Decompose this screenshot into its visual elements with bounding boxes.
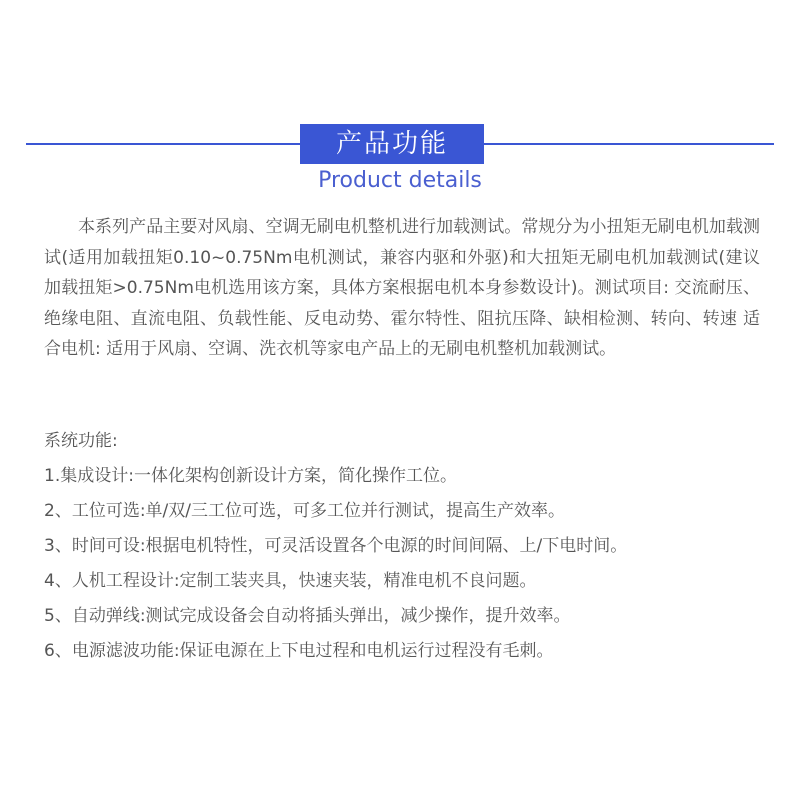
feature-item: 1.集成设计:一体化架构创新设计方案，简化操作工位。	[44, 466, 457, 486]
feature-heading: 系统功能:	[44, 431, 118, 451]
header-divider-left	[26, 143, 302, 145]
feature-item: 5、自动弹线:测试完成设备会自动将插头弹出，减少操作，提升效率。	[44, 606, 571, 626]
feature-list	[44, 424, 760, 669]
intro-paragraph: 本系列产品主要对风扇、空调无刷电机整机进行加载测试。常规分为小扭矩无刷电机加载测试(适用加载扭矩0.10~0.75Nm电机测试，兼容内驱和外驱)和大扭矩无刷电机加载测试(建议加载扭矩>0.75Nm电机选用该方案，具体方案根据电机本身参数设计)。测试项目: 交流耐压、绝缘电阻、直流电阻、负载性能、反电动势、霍尔特性、阻抗压降、缺相检测、转向、转速 适合电机: 适用于风扇、空调、洗衣机等家电产品上的无刷电机整机加载测试。	[44, 217, 760, 359]
header-divider-right	[484, 143, 774, 145]
section-subtitle: Product details	[318, 168, 482, 193]
feature-item: 2、工位可选:单/双/三工位可选，可多工位并行测试，提高生产效率。	[44, 501, 565, 521]
section-title: 产品功能	[300, 124, 484, 164]
feature-item: 4、人机工程设计:定制工装夹具，快速夹装，精准电机不良问题。	[44, 571, 537, 591]
feature-item: 3、时间可设:根据电机特性，可灵活设置各个电源的时间间隔、上/下电时间。	[44, 536, 628, 556]
feature-item: 6、电源滤波功能:保证电源在上下电过程和电机运行过程没有毛刺。	[44, 641, 554, 661]
